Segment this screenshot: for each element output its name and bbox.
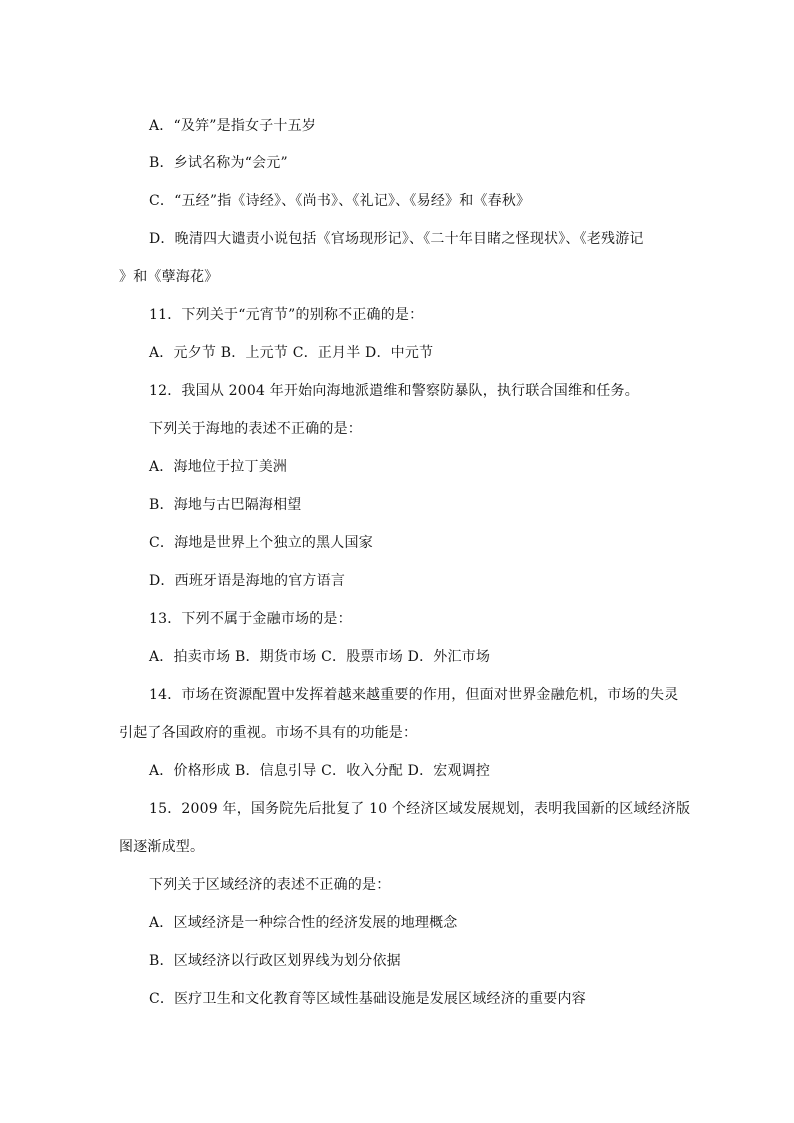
- q10-option-b: B．乡试名称为“会元”: [149, 155, 288, 171]
- q15-option-b: B．区域经济以行政区划界线为划分依据: [149, 953, 401, 969]
- q12-option-a: A．海地位于拉丁美洲: [149, 459, 288, 475]
- q10-option-c: C．“五经”指《诗经》、《尚书》、《礼记》、《易经》和《春秋》: [149, 193, 531, 209]
- q10-option-d-continued: 》和《孽海花》: [119, 269, 219, 285]
- q15-option-a: A．区域经济是一种综合性的经济发展的地理概念: [149, 915, 458, 931]
- q11-question: 11．下列关于“元宵节”的别称不正确的是：: [149, 307, 424, 323]
- q12-question: 下列关于海地的表述不正确的是：: [149, 421, 362, 437]
- q14-question: 14．市场在资源配置中发挥着越来越重要的作用，但面对世界金融危机，市场的失灵: [149, 687, 679, 703]
- q12-option-b: B．海地与古巴隔海相望: [149, 497, 302, 513]
- q10-option-d: D．晚清四大谴责小说包括《官场现形记》、《二十年目睹之怪现状》、《老残游记: [149, 231, 644, 247]
- q12-option-c: C．海地是世界上个独立的黑人国家: [149, 535, 373, 551]
- q14-question-continued: 引起了各国政府的重视。市场不具有的功能是：: [119, 725, 418, 741]
- q13-question: 13．下列不属于金融市场的是：: [149, 611, 352, 627]
- q15-intro: 15．2009 年，国务院先后批复了 10 个经济区域发展规划，表明我国新的区域经济版: [149, 801, 691, 817]
- q12-intro: 12．我国从 2004 年开始向海地派遣维和警察防暴队，执行联合国维和任务。: [149, 383, 639, 399]
- q15-intro-continued: 图逐渐成型。: [119, 839, 205, 855]
- q12-option-d: D．西班牙语是海地的官方语言: [149, 573, 346, 589]
- q14-options: A．价格形成 B．信息引导 C．收入分配 D．宏观调控: [149, 763, 491, 779]
- q10-option-a: A．“及笄”是指女子十五岁: [149, 118, 317, 134]
- q15-question: 下列关于区域经济的表述不正确的是：: [149, 877, 391, 893]
- q11-options: A．元夕节 B．上元节 C．正月半 D．中元节: [149, 345, 434, 361]
- q13-options: A．拍卖市场 B．期货市场 C．股票市场 D．外汇市场: [149, 649, 491, 665]
- q15-option-c: C．医疗卫生和文化教育等区域性基础设施是发展区域经济的重要内容: [149, 991, 586, 1007]
